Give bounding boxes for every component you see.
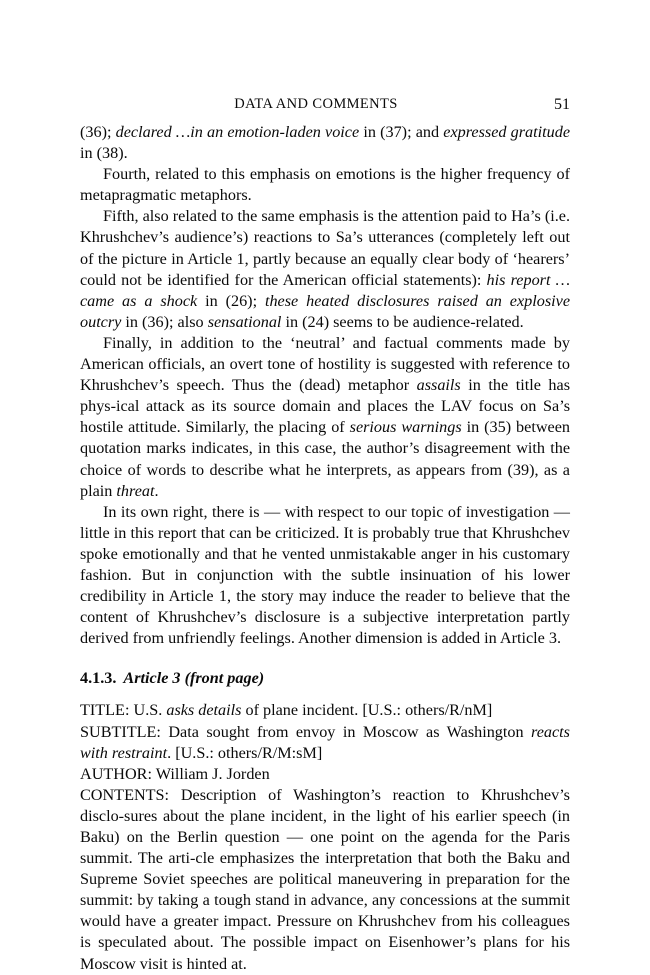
- continuation-suffix: in (38).: [80, 144, 128, 163]
- paragraph-fourth: Fourth, related to this emphasis on emotions is the higher frequency of metapragmatic metaphors.: [80, 165, 570, 205]
- finally-italic-threat: threat: [116, 481, 155, 500]
- field-subtitle-label: SUBTITLE:: [80, 722, 169, 741]
- finally-text-1: Finally, in addition to the ‘neutral’ and factual comments made by American officials, an overt tone of hostility is suggested with reference to Khrushchev’s speech. Thus the (dead) metaphor: [80, 333, 570, 395]
- field-author-value: William J. Jorden: [155, 764, 270, 783]
- running-head: [80, 96, 570, 122]
- section-heading: [80, 668, 570, 689]
- field-title: [80, 700, 570, 721]
- fifth-italic-disclosures: these heated disclosures raised an explosive outcry: [80, 291, 570, 331]
- continuation-mid: in (37); and: [359, 123, 444, 141]
- paragraph-continuation: [80, 122, 570, 164]
- finally-text-3: in (35) between quotation marks indicates, in this case, the author’s disagreement with the choice of words to describe what he interprets, as appears from (39), as a plain: [80, 418, 570, 500]
- field-subtitle-text-2: . [U.S.: others/R/M:sM]: [167, 743, 323, 762]
- fifth-text-2: in (26);: [197, 291, 265, 310]
- paragraph-finally: [80, 333, 570, 502]
- section-number: 4.1.3.: [80, 669, 117, 688]
- field-title-italic: asks details: [166, 701, 242, 720]
- finally-italic-assails: assails: [416, 376, 461, 395]
- article-fields: [80, 700, 570, 974]
- finally-text-2: in the title has phys-ical attack as its source domain and places the LAV focus on Sa’s hostile attitude. Similarly, the placing of: [80, 376, 570, 437]
- field-contents: [80, 785, 570, 975]
- section-title: Article 3 (front page): [123, 669, 265, 688]
- field-subtitle-text-1: Data sought from envoy in Moscow as Washington: [168, 722, 532, 741]
- field-contents-value: Description of Washington’s reaction to Khrushchev’s disclo-sures about the plane incident, in the light of his earlier speech (in Baku) on the Berlin question — one point on the agenda for the Paris summit. The arti-cle emphasizes the interpretation that both the Baku and Supreme Soviet speeches are political maneuvering in preparation for the summit: by taking a tough stand in advance, any concessions at the summit would have a greater impact. Pressure on Khrushchev from his colleagues is speculated about. The possible impact on Eisenhower’s plans for his Moscow visit is hinted at.: [80, 785, 570, 973]
- continuation-italic-gratitude: expressed gratitude: [443, 123, 571, 141]
- fifth-text-1: Fifth, also related to the same emphasis is the attention paid to Ha’s (i.e. Khrushchev’s audience’s) reactions to Sa’s utterances (completely left out of the picture in Article 1, partly because an equally clear body of ‘hearers’ could not be identified for the American official statements):: [80, 207, 570, 289]
- field-subtitle: [80, 722, 570, 764]
- running-head-title: DATA AND COMMENTS: [234, 96, 398, 112]
- fifth-italic-report: his report …came as a shock: [80, 270, 570, 310]
- field-title-text-1: U.S.: [133, 701, 167, 720]
- paragraph-fifth: [80, 206, 570, 333]
- continuation-prefix: (36);: [80, 123, 116, 141]
- finally-text-4: .: [154, 481, 159, 500]
- field-author-label: AUTHOR:: [80, 764, 156, 783]
- page-content: [80, 96, 570, 975]
- fifth-text-3: in (36); also: [121, 312, 208, 331]
- continuation-italic-declared: declared …in an emotion-laden voice: [115, 123, 360, 141]
- field-title-text-2: of plane incident. [U.S.: others/R/nM]: [241, 701, 493, 720]
- page-number: 51: [554, 96, 570, 113]
- field-author: [80, 764, 570, 785]
- finally-italic-serious-warnings: serious warnings: [349, 418, 462, 437]
- fifth-text-4: in (24) seems to be audience-related.: [281, 312, 524, 331]
- fifth-italic-sensational: sensational: [207, 312, 282, 331]
- field-title-label: TITLE:: [80, 701, 134, 720]
- field-contents-label: CONTENTS:: [80, 785, 181, 804]
- paragraph-own-right: In its own right, there is — with respect to our topic of investigation — little in this report that can be criticized. It is probably true that Khrushchev spoke emotionally and that he vented unmistakable anger in his customary fashion. But in conjunction with the subtle insinuation of his lower credibility in Article 1, the story may induce the reader to believe that the content of Khrushchev’s disclosure is a subjective interpretation partly derived from unfriendly feelings. Another dimension is added in Article 3.: [80, 502, 570, 648]
- field-subtitle-italic: reacts with restraint: [80, 722, 570, 762]
